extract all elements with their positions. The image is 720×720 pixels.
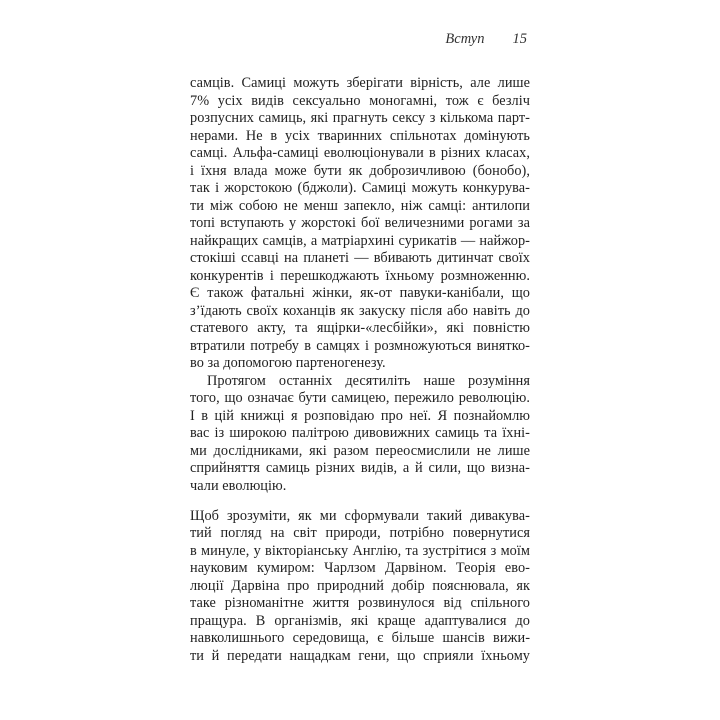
- text-line: найкращих самців, а матріархині сурикатів — найжор-: [190, 232, 530, 249]
- text-line: сприйняття самиць різних видів, а й сили, що визна-: [190, 460, 530, 476]
- text-line: топі вступають у жорстокі бої величезними рогами за: [190, 215, 530, 231]
- paragraph: [190, 75, 530, 373]
- text-line: 7% усіх видів сексуально моногамні, тож є безліч: [190, 92, 530, 109]
- text-line: науковим кумиром: Чарлзом Дарвіном. Теорія ево-: [190, 560, 530, 576]
- text-line: ми дослідниками, які разом переосмислили не лише: [190, 442, 530, 459]
- text-line: ти й передати нащадкам гени, що сприяли їхньому: [190, 647, 530, 664]
- text-line: статевого акту, та ящірки-«лесбійки», які повністю: [190, 320, 530, 336]
- text-line: самці. Альфа-самиці еволюціонували в різних класах,: [190, 145, 530, 161]
- paragraph: [190, 508, 530, 666]
- text-line: втратили потребу в самцях і розмножуються винятко-: [190, 337, 530, 354]
- text-line: І в цій книжці я розповідаю про неї. Я познайомлю: [190, 407, 530, 424]
- text-line: пращура. В організмів, які краще адаптувалися до: [190, 612, 530, 629]
- text-line: нерами. Не в усіх тваринних спільнотах домінують: [190, 127, 530, 144]
- page-number: 15: [512, 31, 527, 47]
- text-line: так і жорстокою (бджоли). Самиці можуть конкурува-: [190, 180, 530, 196]
- text-line: тий погляд на світ природи, потрібно повернутися: [190, 525, 530, 541]
- chapter-title: Вступ: [445, 31, 485, 47]
- text-line: чали еволюцію.: [190, 477, 287, 494]
- text-line: Щоб зрозуміти, як ми сформували такий дивакува-: [190, 507, 530, 524]
- text-line: ти між собою не менш запекло, ніж самці: антилопи: [190, 197, 530, 214]
- text-block: [190, 31, 530, 665]
- text-line: і їхня влада може бути як доброзичливою (бонобо),: [190, 162, 530, 179]
- text-line: того, що означає бути самицею, пережило революцію.: [190, 390, 530, 406]
- text-line: навколишнього середовища, є більше шансів вижи-: [190, 630, 530, 646]
- paragraph: [190, 373, 530, 496]
- page-text: [190, 75, 530, 665]
- text-line: таке різноманітне життя розвинулося від спільного: [190, 595, 530, 611]
- text-line: самців. Самиці можуть зберігати вірність, але лише: [190, 75, 530, 91]
- text-line: вас із широкою палітрою дивовижних самиць та їхні-: [190, 425, 530, 441]
- text-line: конкурентів і перешкоджають їхньому розмноженню.: [190, 267, 530, 284]
- text-line: з’їдають своїх коханців як закуску після або навіть до: [190, 302, 530, 319]
- text-line: Протягом останніх десятиліть наше розуміння: [207, 372, 530, 389]
- running-header: [190, 31, 530, 48]
- text-line: Є також фатальні жінки, як-от павуки-канібали, що: [190, 285, 530, 301]
- text-line: в минуле, у вікторіанську Англію, та зустрітися з моїм: [190, 542, 530, 559]
- text-line: розпусних самиць, які прагнуть сексу з кількома парт-: [190, 110, 530, 126]
- text-line: во за допомогою партеногенезу.: [190, 355, 386, 371]
- text-line: люції Дарвіна про природний добір пояснювала, як: [190, 577, 530, 594]
- text-line: стокіші ссавці на планеті — вбивають дитинчат своїх: [190, 250, 530, 266]
